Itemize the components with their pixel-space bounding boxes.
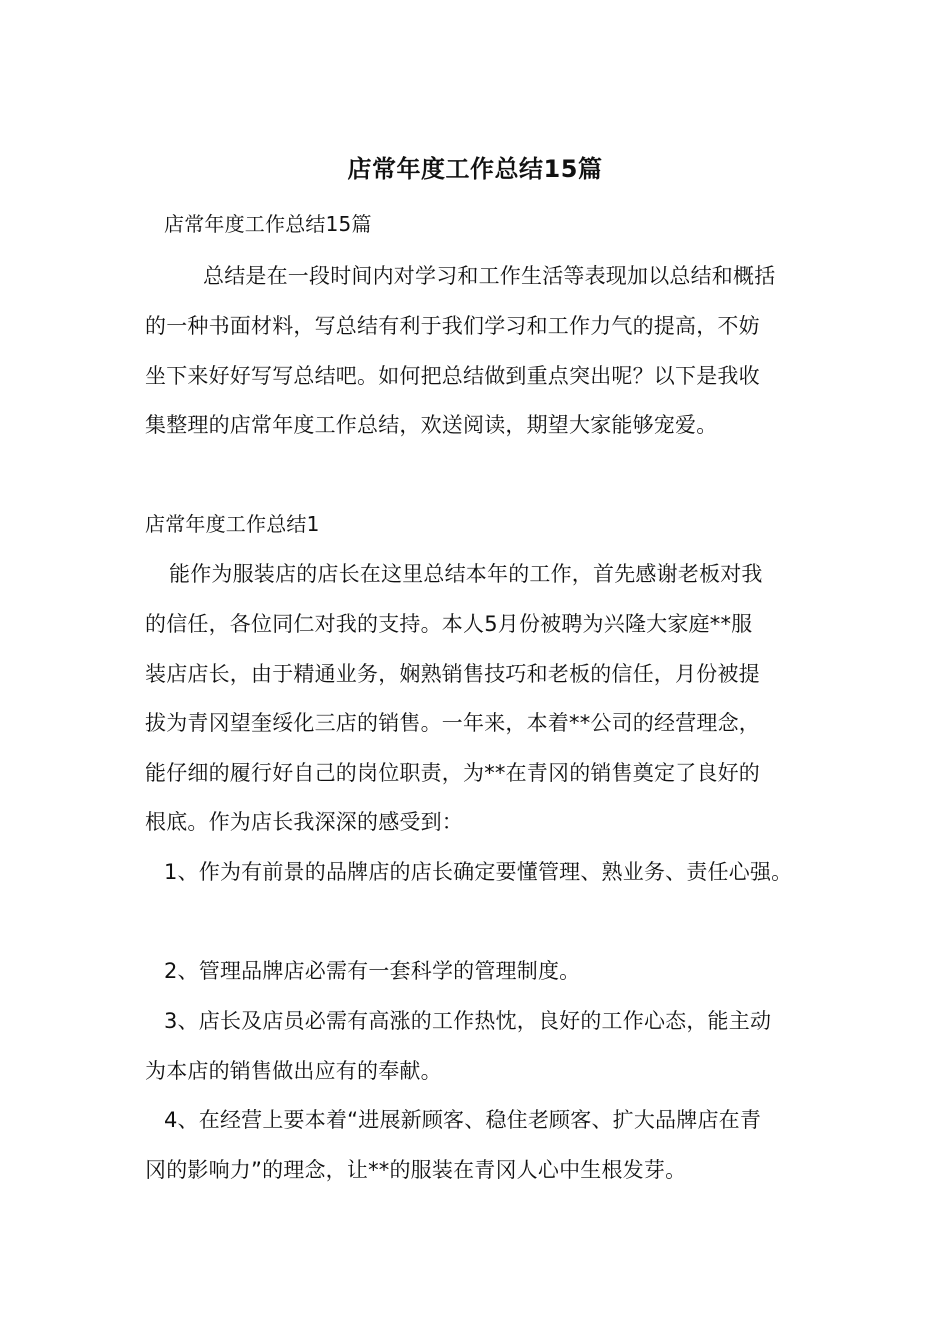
list-item-2: 2、管理品牌店必需有一套科学的管理制度。 xyxy=(164,959,581,983)
intro-line: 集整理的店常年度工作总结，欢送阅读，期望大家能够宠爱。 xyxy=(145,413,718,437)
section-line: 的信任，各位同仁对我的支持。本人5月份被聘为兴隆大家庭**服 xyxy=(145,612,753,636)
intro-line: 总结是在一段时间内对学习和工作生活等表现加以总结和概括 xyxy=(203,264,776,288)
document-title: 店常年度工作总结15篇 xyxy=(347,155,603,183)
section-heading: 店常年度工作总结1 xyxy=(145,512,320,536)
document-subtitle: 店常年度工作总结15篇 xyxy=(164,212,372,236)
section-line: 拔为青冈望奎绥化三店的销售。一年来，本着**公司的经营理念， xyxy=(145,711,760,735)
section-line: 能仔细的履行好自己的岗位职责，为**在青冈的销售奠定了良好的 xyxy=(145,761,760,785)
list-item-3-cont: 为本店的销售做出应有的奉献。 xyxy=(145,1059,442,1083)
intro-line: 的一种书面材料，写总结有利于我们学习和工作力气的提高，不妨 xyxy=(145,314,760,338)
section-line: 能作为服装店的店长在这里总结本年的工作，首先感谢老板对我 xyxy=(169,562,763,586)
list-item-4: 4、在经营上要本着“进展新顾客、稳住老顾客、扩大品牌店在青 xyxy=(164,1108,762,1132)
intro-line: 坐下来好好写写总结吧。如何把总结做到重点突出呢？以下是我收 xyxy=(145,364,760,388)
list-item-1: 1、作为有前景的品牌店的店长确定要懂管理、熟业务、责任心强。 xyxy=(164,860,793,884)
section-line: 根底。作为店长我深深的感受到： xyxy=(145,810,463,834)
section-line: 装店店长，由于精通业务，娴熟销售技巧和老板的信任，月份被提 xyxy=(145,662,760,686)
list-item-3: 3、店长及店员必需有高涨的工作热忱，良好的工作心态，能主动 xyxy=(164,1009,772,1033)
list-item-4-cont: 冈的影响力”的理念，让**的服装在青冈人心中生根发芽。 xyxy=(145,1158,687,1182)
